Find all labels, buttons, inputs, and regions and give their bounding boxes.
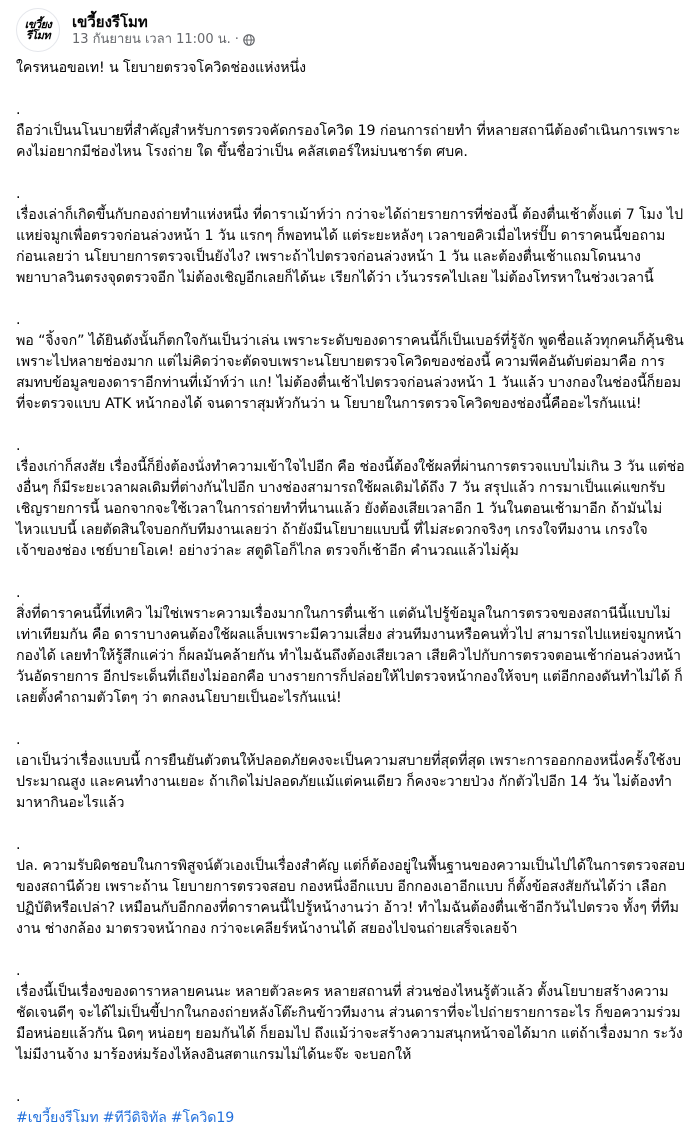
post-paragraphs [16,100,686,1066]
paragraph-lead-dot: . [16,963,21,979]
paragraph-text: เอาเป็นว่าเรื่องแบบนี้ การยืนยันตัวตนให้ปลอดภัยคงจะเป็นความสบายที่สุดที่สุด เพราะการออกกองหนึ่งครั้งใช้งบประมาณสูง และคนทำงานเยอะ ถ้าเกิดไม่ปลอดภัยแม้แต่คนเดียว ก็คงจะวายป่วง กักตัวไปอีก 14 วัน ไม่ต้องทำมาหากินอะไรแล้ว [16,753,681,811]
timestamp-row [72,32,255,48]
paragraph-text: ปล. ความรับผิดชอบในการพิสูจน์ตัวเองเป็นเรื่องสำคัญ แต่ก็ต้องอยู่ในพื้นฐานของความเป็นไปได้ในการตรวจสอบของสถานีด้วย เพราะถ้าน โยบายการตรวจสอบ กองหนึ่งอีกแบบ อีกกองเอาอีกแบบ ก็ตั้งข้อสงสัยกันได้ว่า เลือกปฏิบัติหรือเปล่า? เหมือนกับอีกกองที่ดาราคนนี้ไปรู้หน้างานว่า อ้าว! ทำไมฉันต้องตื่นเช้าอีกวันไปตรวจ ทั้งๆ ที่ทีมงาน ช่างกล้อง มาตรวจหน้ากอง กว่าจะเคลียร์หน้างานได้ สยองไปจนถ่ายเสร็จเลยจ้า [16,858,685,937]
hashtag-line [16,1087,686,1129]
post-paragraph [16,436,686,562]
paragraph-text: เรื่องนี้เป็นเรื่องของดาราหลายคนนะ หลายตัวละคร หลายสถานที่ ส่วนช่องไหนรู้ตัวแล้ว ตั้งนโยบายสร้างความชัดเจนดีๆ จะได้ไม่เป็นขี้ปากในกองถ่ายหลังโต๊ะกินข้าวทีมงาน ส่วนดาราที่จะไปถ่ายรายการอะไร ก็ขอความร่วมมือหน่อยแล้วกัน นิดๆ หน่อยๆ ยอมกันได้ ก็ยอมไป ถึงแม้ว่าจะสร้างความสนุกหน้าจอได้มาก แต่ถ้าเรื่องมาก ระวังไม่มีงานจ้าง มาร้องห่มร้องไห้ลงอินสตาแกรมไม่ได้นะจ๊ะ จะบอกให้ [16,984,683,1063]
globe-icon[interactable] [243,34,255,46]
hashtag-link[interactable]: #โควิด19 [170,1110,235,1126]
paragraph-lead-dot: . [16,102,21,118]
paragraph-lead-dot: . [16,837,21,853]
page-name[interactable]: เขวี้ยงรีโมท [72,13,148,31]
avatar[interactable] [16,8,60,52]
avatar-logo-text-top: เขวี้ยง [24,18,52,31]
post-paragraph [16,100,686,163]
post-title: ใครหนอขอเท! น โยบายตรวจโควิดช่องแห่งหนึ่ง [16,60,306,76]
post-paragraph [16,730,686,814]
hashtag-list [16,1110,238,1126]
avatar-logo-text-bottom: รีโมท [25,29,51,42]
hashtag-link[interactable]: #ทีวีดิจิทัล [102,1110,167,1126]
post-paragraph [16,961,686,1066]
post-body [16,58,686,1129]
post-paragraph [16,184,686,289]
post-timestamp[interactable]: 13 กันยายน เวลา 11:00 น. [72,32,231,47]
post-paragraph [16,835,686,940]
paragraph-text: สิ่งที่ดาราคนนี้ที่เทคิว ไม่ใช่เพราะความเรื่องมากในการตื่นเช้า แต่ดันไปรู้ข้อมูลในการตรวจของสถานีนี้แบบไม่เท่าเทียมกัน คือ ดาราบางคนต้องใช้ผลแล็บเพราะมีความเสี่ยง ส่วนทีมงานหรือคนทั่วไป สามารถไปแหย่จมูกหน้ากองได้ เลยทำให้รู้สึกแค่ว่า ก็ผลมันคล้ายกัน ทำไมฉันถึงต้องเสียเวลา เสียคิวไปกับการตรวจตอนเช้าก่อนล่วงหน้าวันอัดรายการ อีกประเด็นที่เถียงไม่ออกคือ บางรายการก็ปล่อยให้ไปตรวจหน้ากองให้จบๆ แต่อีกกองดันทำไม่ได้ ก็เลยตั้งคำถามตัวโตๆ ว่า ตกลงนโยบายเป็นอะไรกันแน่! [16,606,683,706]
post-meta [72,12,255,48]
post-header [16,8,255,52]
separator-dot: · [234,32,239,47]
paragraph-text: พอ “จิ้งจก” ได้ยินดังนั้นก็ตกใจกันเป็นว่าเล่น เพราะระดับของดาราคนนี้ก็เป็นเบอร์ที่รู้จัก พูดชื่อแล้วทุกคนก็คุ้นชิน เพราะไปหลายช่องมาก แต่ไม่คิดว่าจะตัดจบเพราะนโยบายตรวจโควิดของช่องนี้ ความพีคอันดับต่อมาคือ การสมทบข้อมูลของดาราอีกท่านที่เม้าท์ว่า แก! ไม่ต้องตื่นเช้าไปตรวจก่อนล่วงหน้า 1 วันแล้ว บางกองในช่องนี้ก็ยอมที่จะตรวจแบบ ATK หน้ากองได้ จนดาราสุมหัวกันว่า น โยบายในการตรวจโควิดของช่องนี้คืออะไรกันแน่! [16,333,688,412]
paragraph-text: เรื่องเล่าก็เกิดขึ้นกับกองถ่ายทำแห่งหนึ่ง ที่ดาราเม้าท์ว่า กว่าจะได้ถ่ายรายการที่ช่องนี้ ต้องตื่นเช้าตั้งแต่ 7 โมง ไปแหย่จมูกเพื่อตรวจก่อนล่วงหน้า 1 วัน แรกๆ ก็พอทนได้ แต่ระยะหลังๆ เวลาขอคิวเมื่อไหร่ปั๊บ ดาราคนนี้ขอถามก่อนเลยว่า นโยบายการตรวจเป็นยังไง? เพราะถ้าไปตรวจก่อนล่วงหน้า 1 วัน และต้องตื่นเช้าแถมโดนนางพยาบาลวินตรงจุดตรวจอีก ไม่ต้องเชิญอีกเลยก็ได้นะ เรียกได้ว่า เว้นวรรคไปเลย ไม่ต้องโทรหาในช่วงเวลานี้ [16,207,683,286]
hashtag-lead-dot: . [16,1089,21,1105]
post-paragraph [16,310,686,415]
paragraph-lead-dot: . [16,438,21,454]
post-paragraph [16,583,686,709]
paragraph-lead-dot: . [16,732,21,748]
paragraph-text: เรื่องเก่าก็สงสัย เรื่องนี้ก็ยิ่งต้องนั่งทำความเข้าใจไปอีก คือ ช่องนี้ต้องใช้ผลที่ผ่านการตรวจแบบไม่เกิน 3 วัน แต่ช่องอื่นๆ ก็มีระยะเวลาผลเดิมที่ต่างกันไปอีก บางช่องสามารถใช้ผลเดิมได้ถึง 7 วัน สรุปแล้ว การมาเป็นแค่แขกรับเชิญรายการนี้ นอกจากจะใช้เวลาในการถ่ายทำที่นานแล้ว ยังต้องเสียเวลาอีก 1 วันในตอนเช้ามาอีก ถ้ามันไม่ไหวแบบนี้ เลยตัดสินใจบอกกับทีมงานเลยว่า ถ้ายังมีนโยบายแบบนี้ ที่ไม่สะดวกจริงๆ เกรงใจทีมงาน เกรงใจเจ้าของช่อง เชย์บายโอเค! อย่างว่าละ สตูดิโอก็ไกล ตรวจก็เช้าอีก คำนวณแล้วไม่คุ้ม [16,459,685,559]
paragraph-lead-dot: . [16,312,21,328]
paragraph-lead-dot: . [16,585,21,601]
paragraph-text: ถือว่าเป็นนโนบายที่สำคัญสำหรับการตรวจคัดกรองโควิด 19 ก่อนการถ่ายทำ ที่หลายสถานีต้องดำเนินการเพราะคงไม่อยากมีช่องไหน โรงถ่าย ใด ขึ้นชื่อว่าเป็น คลัสเตอร์ใหม่บนชาร์ต ศบค. [16,123,681,160]
hashtag-link[interactable]: #เขวี้ยงรีโมท [16,1110,99,1126]
paragraph-lead-dot: . [16,186,21,202]
